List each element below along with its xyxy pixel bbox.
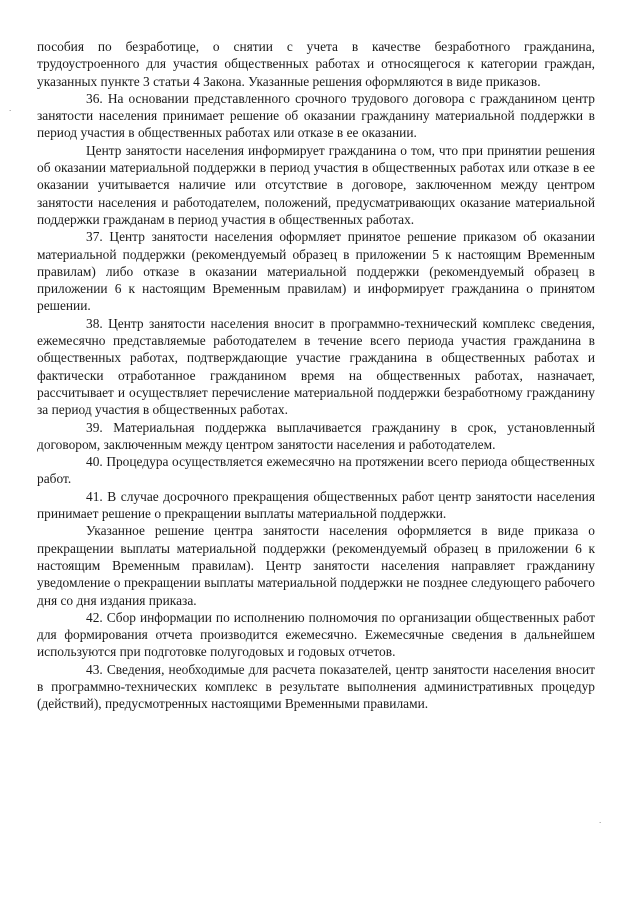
paragraph-41: 41. В случае досрочного прекращения общественных работ центр занятости населения принимает решение о прекращении выплаты материальной поддержки. (37, 488, 595, 522)
paragraph-43: 43. Сведения, необходимые для расчета показателей, центр занятости населения вносит в программно-технических комплекс в результате выполнения административных процедур (действий), предусмотренных настоящими Временными правилами. (37, 661, 595, 712)
paragraph-40: 40. Процедура осуществляется ежемесячно на протяжении всего периода общественных работ. (37, 454, 595, 487)
paragraph-continuation: пособия по безработице, о снятии с учета в качестве безработного гражданина, трудоустроенного для участия общественных работах и относящегося к категории граждан, указанных пункте 3 статьи 4 Закона. Указанные решения оформляются в виде приказов. (37, 39, 595, 89)
paragraph-41-decision: Указанное решение центра занятости населения оформляется в виде приказа о прекращении выплаты материальной поддержки (рекомендуемый образец в приложении 6 к настоящим Временным правилам). Центр занятости населения направляет гражданину уведомление о прекращении выплаты материальной поддержки не позднее следующего рабочего дня со дня издания приказа. (37, 523, 595, 608)
paragraph-36-info: Центр занятости населения информирует гражданина о том, что при принятии решения об оказании материальной поддержки в период участия в общественных работах или отказе в ее оказании учитывается наличие или отсутствие в договоре, заключенном между центром занятости населения и работодателем, положений, предусматривающих оказание материальной поддержки гражданам в период участия в общественных работах. (37, 142, 595, 227)
paragraph-39: 39. Материальная поддержка выплачивается гражданину в срок, установленный договором, заключенным между центром занятости населения и работодателем. (37, 419, 595, 452)
scan-speck-right: · (599, 819, 602, 827)
paragraph-38: 38. Центр занятости населения вносит в программно-технический комплекс сведения, ежемесячно представляемые работодателем в течение всего периода участия гражданина в общественных работах, подтверждающие участие гражданина в общественных работах и фактически отработанное гражданином время на общественных работах, назначает, рассчитывает и осуществляет перечисление материальной поддержки безработному гражданину за период участия в общественных работах. (37, 315, 595, 418)
paragraph-37: 37. Центр занятости населения оформляет принятое решение приказом об оказании материальной поддержки (рекомендуемый образец в приложении 5 к настоящим Временным правилам) либо отказе в оказании материальной поддержки (рекомендуемый образец в приложении 6 к настоящим Временным правилам) и информирует гражданина о принятом решении. (37, 229, 595, 314)
scan-speck-left: · (9, 107, 12, 115)
document-page (37, 38, 595, 713)
paragraph-36: 36. На основании представленного срочного трудового договора с гражданином центр занятости населения принимает решение об оказании гражданину материальной поддержки в период участия в общественных работах или отказе в ее оказании. (37, 90, 595, 141)
paragraph-42: 42. Сбор информации по исполнению полномочия по организации общественных работ для формирования отчета производится ежемесячно. Ежемесячные сведения в дальнейшем используются при подготовке полугодовых и годовых отчетов. (37, 609, 595, 660)
